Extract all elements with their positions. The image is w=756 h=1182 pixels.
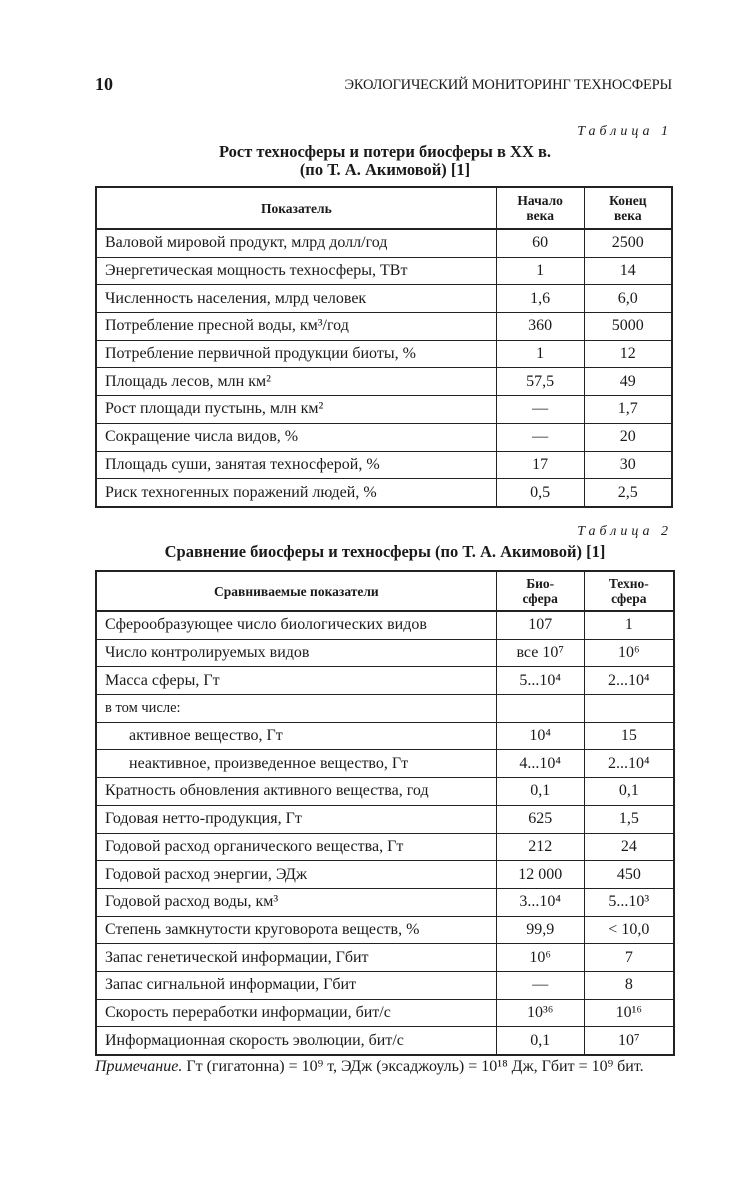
table1-row (96, 340, 672, 368)
value-col2: 5000 (584, 313, 672, 341)
table2-row (96, 888, 674, 916)
value-col1: — (496, 396, 584, 424)
table1-header-indicator: Показатель (96, 187, 496, 229)
value-col1: 1,6 (496, 285, 584, 313)
table1-label: Таблица 1 (577, 124, 672, 139)
value-col2: 1,5 (584, 805, 674, 833)
value-col2: 24 (584, 833, 674, 861)
table2 (95, 570, 675, 1056)
value-col2: 20 (584, 423, 672, 451)
row-label: Потребление пресной воды, км³/год (96, 313, 496, 341)
table2-label: Таблица 2 (577, 524, 672, 539)
table1-title-line2: (по Т. А. Акимовой) [1] (299, 160, 471, 179)
table2-row (96, 805, 674, 833)
value-col1: 212 (496, 833, 584, 861)
row-label: Валовой мировой продукт, млрд долл/год (96, 229, 496, 257)
table1 (95, 186, 673, 508)
value-col2: < 10,0 (584, 916, 674, 944)
value-col2: 10⁶ (584, 639, 674, 667)
value-col2: 12 (584, 340, 672, 368)
table1-header-row (96, 187, 672, 229)
row-label: Годовой расход энергии, ЭДж (96, 861, 496, 889)
row-label: Численность населения, млрд человек (96, 285, 496, 313)
table2-header-row (96, 571, 674, 611)
value-col2: 0,1 (584, 778, 674, 806)
running-title: ЭКОЛОГИЧЕСКИЙ МОНИТОРИНГ ТЕХНОСФЕРЫ (344, 77, 672, 93)
value-col2: 15 (584, 722, 674, 750)
value-col2: 14 (584, 257, 672, 285)
table2-title: Сравнение биосферы и техносферы (по Т. А. Акимовой) [1] (164, 542, 606, 561)
value-col1: 99,9 (496, 916, 584, 944)
value-col1: 1 (496, 257, 584, 285)
table2-row (96, 667, 674, 695)
value-col1: — (496, 971, 584, 999)
value-col1: — (496, 423, 584, 451)
row-label: Годовая нетто-продукция, Гт (96, 805, 496, 833)
table2-row (96, 944, 674, 972)
value-col1: 360 (496, 313, 584, 341)
row-label: Годовой расход воды, км³ (96, 888, 496, 916)
value-col2: 49 (584, 368, 672, 396)
table2-row (96, 778, 674, 806)
value-col2: 2...10⁴ (584, 750, 674, 778)
value-col2: 1,7 (584, 396, 672, 424)
value-col1 (496, 695, 584, 723)
table1-title-line1: Рост техносферы и потери биосферы в XX в. (218, 142, 552, 161)
value-col2: 5...10³ (584, 888, 674, 916)
value-col1: 0,1 (496, 778, 584, 806)
table1-header-start: Начало века (496, 187, 584, 229)
value-col1: 57,5 (496, 368, 584, 396)
table1-row (96, 257, 672, 285)
table1-header-end: Конец века (584, 187, 672, 229)
row-label: Годовой расход органического вещества, Гт (96, 833, 496, 861)
row-label: Сокращение числа видов, % (96, 423, 496, 451)
table2-header-technosphere: Техно- сфера (584, 571, 674, 611)
table1-row (96, 396, 672, 424)
row-label: Рост площади пустынь, млн км² (96, 396, 496, 424)
value-col1: все 10⁷ (496, 639, 584, 667)
table2-row (96, 722, 674, 750)
table1-row (96, 285, 672, 313)
value-col1: 12 000 (496, 861, 584, 889)
value-col1: 107 (496, 611, 584, 639)
value-col2: 10⁷ (584, 1027, 674, 1055)
table2-row (96, 639, 674, 667)
table1-row (96, 313, 672, 341)
value-col1: 0,1 (496, 1027, 584, 1055)
page-number: 10 (95, 74, 113, 94)
table2-row (96, 861, 674, 889)
value-col1: 17 (496, 451, 584, 479)
table2-row (96, 971, 674, 999)
value-col2 (584, 695, 674, 723)
table1-row (96, 479, 672, 507)
row-label: Информационная скорость эволюции, бит/с (96, 1027, 496, 1055)
row-label: Площадь суши, занятая техносферой, % (96, 451, 496, 479)
row-label: Потребление первичной продукции биоты, % (96, 340, 496, 368)
table2-header-biosphere: Био- сфера (496, 571, 584, 611)
value-col2: 10¹⁶ (584, 999, 674, 1027)
value-col2: 2...10⁴ (584, 667, 674, 695)
value-col1: 10⁴ (496, 722, 584, 750)
value-col2: 30 (584, 451, 672, 479)
value-col1: 3...10⁴ (496, 888, 584, 916)
value-col2: 8 (584, 971, 674, 999)
value-col1: 10³⁶ (496, 999, 584, 1027)
row-label: Запас генетической информации, Гбит (96, 944, 496, 972)
row-label: Запас сигнальной информации, Гбит (96, 971, 496, 999)
table1-row (96, 423, 672, 451)
row-label: Степень замкнутости круговорота веществ, % (96, 916, 496, 944)
table2-row (96, 611, 674, 639)
value-col2: 450 (584, 861, 674, 889)
table1-row (96, 451, 672, 479)
row-label: неактивное, произведенное вещество, Гт (96, 750, 496, 778)
table1-row (96, 368, 672, 396)
row-label: в том числе: (96, 695, 496, 723)
value-col1: 0,5 (496, 479, 584, 507)
table2-row (96, 833, 674, 861)
row-label: Сферообразующее число биологических видов (96, 611, 496, 639)
table2-row (96, 1027, 674, 1055)
table-note (95, 1057, 675, 1076)
value-col2: 6,0 (584, 285, 672, 313)
value-col1: 4...10⁴ (496, 750, 584, 778)
value-col2: 7 (584, 944, 674, 972)
table1-title (95, 143, 675, 179)
value-col2: 1 (584, 611, 674, 639)
value-col1: 5...10⁴ (496, 667, 584, 695)
value-col2: 2,5 (584, 479, 672, 507)
table2-row (96, 750, 674, 778)
value-col2: 2500 (584, 229, 672, 257)
value-col1: 1 (496, 340, 584, 368)
row-label: Скорость переработки информации, бит/с (96, 999, 496, 1027)
value-col1: 10⁶ (496, 944, 584, 972)
note-text: Гт (гигатонна) = 10⁹ т, ЭДж (эксаджоуль) = 10¹⁸ Дж, Гбит = 10⁹ бит. (182, 1058, 644, 1075)
row-label: Риск техногенных поражений людей, % (96, 479, 496, 507)
row-label: Число контролируемых видов (96, 639, 496, 667)
row-label: Кратность обновления активного вещества, год (96, 778, 496, 806)
table2-row (96, 695, 674, 723)
table2-row (96, 999, 674, 1027)
table1-row (96, 229, 672, 257)
table2-row (96, 916, 674, 944)
row-label: Энергетическая мощность техносферы, ТВт (96, 257, 496, 285)
note-lead: Примечание. (95, 1058, 183, 1075)
value-col1: 60 (496, 229, 584, 257)
row-label: Площадь лесов, млн км² (96, 368, 496, 396)
row-label: активное вещество, Гт (96, 722, 496, 750)
value-col1: 625 (496, 805, 584, 833)
table2-header-indicators: Сравниваемые показатели (96, 571, 496, 611)
row-label: Масса сферы, Гт (96, 667, 496, 695)
